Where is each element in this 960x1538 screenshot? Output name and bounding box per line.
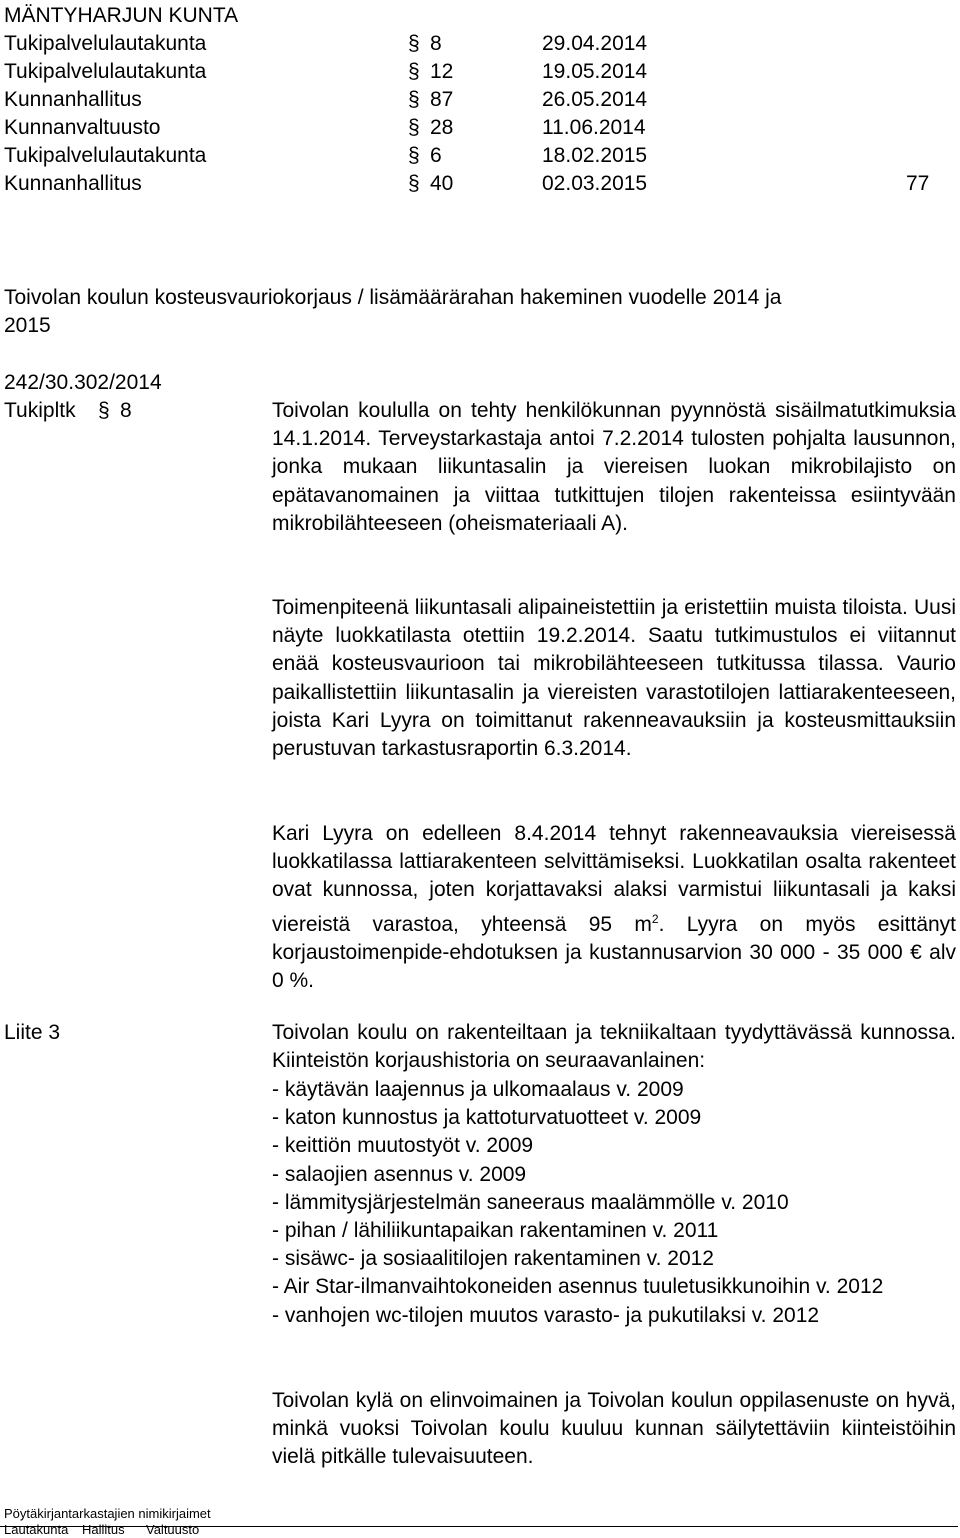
meeting-number: 40 (430, 172, 454, 195)
section-sign: § (408, 88, 420, 111)
section-sign: § (408, 116, 420, 139)
repair-history-list (272, 1076, 956, 1330)
meeting-body: Tukipalvelulautakunta (4, 32, 207, 55)
section-sign: § (98, 399, 110, 422)
section-sign: § (408, 60, 420, 83)
paragraph-text: Toivolan koulu on rakenteiltaan ja tekniikaltaan tyydyttävässä kunnossa. Kiinteistön korjaushistoria on seuraavanlainen: (272, 1021, 956, 1073)
meeting-number: 12 (430, 60, 454, 83)
municipality-name: MÄNTYHARJUN KUNTA (4, 4, 239, 27)
meeting-date: 11.06.2014 (542, 116, 646, 139)
section-sign: § (408, 172, 420, 195)
section-number: 8 (120, 399, 132, 422)
meeting-date: 29.04.2014 (542, 32, 648, 55)
meeting-number: 87 (430, 88, 454, 111)
meeting-number: 8 (430, 32, 442, 55)
footer-label-hallitus: Hallitus (82, 1522, 125, 1537)
list-item: - katon kunnostus ja kattoturvatuotteet v. 2009 (272, 1106, 702, 1130)
paragraph-text: Toivolan kylä on elinvoimainen ja Toivolan koulun oppilasenuste on hyvä, minkä vuoksi Toivolan koulu kuuluu kunnan säilytettäviin kiinteistöihin vielä pitkälle tulevaisuuteen. (272, 1389, 956, 1469)
list-item: - Air Star-ilmanvaihtokoneiden asennus tuuletusikkunoihin v. 2012 (272, 1275, 884, 1299)
paragraph-text: Kari Lyyra on edelleen 8.4.2014 tehnyt rakenneavauksia viereisessä luokkatilassa lattiarakenteen selvittämiseksi. Luokkatilan osalta rakenteet ovat kunnossa, joten korjattavaksi alaksi varmistui liikuntasali ja kaksi viereistä varastoa, yhteensä 95 $m^2$. Lyyra on myös esittänyt korjaustoimenpide-ehdotuksen ja kustannusarvion 30 000 - 35 000 € alv 0 %. (272, 822, 957, 993)
list-item: - salaojien asennus v. 2009 (272, 1162, 527, 1186)
page-number: 77 (906, 172, 930, 195)
meeting-body: Kunnanvaltuusto (4, 116, 161, 139)
meeting-body: Kunnanhallitus (4, 88, 142, 111)
paragraph-text: Toimenpiteenä liikuntasali alipaineistettiin ja eristettiin muista tiloista. Uusi näyte luokkatilasta otettiin 19.2.2014. Saatu tutkimustulos ei viitannut enää kosteusvaurioon tai mikrobilähteeseen tutkitussa tilassa. Vaurio paikallistettiin liikuntasalin ja viereisten varastotilojen lattiarakenteeseen, joista Kari Lyyra on toimittanut rakenneavauksiin ja kosteusmittauksiin perustuvan tarkastusraportin 6.3.2014. (272, 596, 956, 761)
list-item: - lämmitysjärjestelmän saneeraus maalämmölle v. 2010 (272, 1190, 789, 1214)
page-title: Toivolan koulun kosteusvauriokorjaus / lisämäärärahan hakeminen vuodelle 2014 ja (4, 286, 782, 309)
meeting-date: 19.05.2014 (542, 60, 648, 83)
attachment-label: Liite 3 (4, 1021, 61, 1044)
committee-label: Tukipltk (4, 399, 76, 422)
list-item: - käytävän laajennus ja ulkomaalaus v. 2009 (272, 1078, 684, 1101)
footer-divider (0, 1526, 958, 1527)
paragraph (272, 1387, 956, 1472)
meeting-body: Tukipalvelulautakunta (4, 144, 207, 167)
meeting-date: 18.02.2015 (542, 144, 648, 167)
section-sign: § (408, 32, 420, 55)
paragraph (272, 820, 956, 995)
meeting-date: 02.03.2015 (542, 172, 648, 195)
list-item: - vanhojen wc-tilojen muutos varasto- ja pukutilaksi v. 2012 (272, 1303, 820, 1327)
paragraph (272, 1019, 956, 1075)
reference-number: 242/30.302/2014 (4, 371, 162, 394)
page-title-continued: 2015 (4, 314, 51, 337)
footer-title: Pöytäkirjantarkastajien nimikirjaimet (4, 1506, 211, 1521)
paragraph (272, 594, 956, 763)
list-item: - sisäwc- ja sosiaalitilojen rakentaminen v. 2012 (272, 1247, 714, 1271)
meeting-body: Tukipalvelulautakunta (4, 60, 207, 83)
meeting-date: 26.05.2014 (542, 88, 648, 111)
meeting-number: 28 (430, 116, 454, 139)
list-item: - keittiön muutostyöt v. 2009 (272, 1134, 534, 1158)
paragraph-text: Toivolan koululla on tehty henkilökunnan pyynnöstä sisäilmatutkimuksia 14.1.2014. Terveystarkastaja antoi 7.2.2014 tulosten pohjalta lausunnon, jonka mukaan liikuntasalin ja viereisen luokan mikrobilajisto on epätavanomainen ja viittaa tutkittujen tilojen rakenteissa esiintyvään mikrobilähteeseen (oheismateriaali A). (272, 399, 956, 535)
footer-label-valtuusto: Valtuusto (146, 1522, 200, 1537)
meeting-body: Kunnanhallitus (4, 172, 142, 195)
section-sign: § (408, 144, 420, 167)
meeting-number: 6 (430, 144, 442, 167)
list-item: - pihan / lähiliikuntapaikan rakentaminen v. 2011 (272, 1219, 719, 1243)
footer-label-lautakunta: Lautakunta (4, 1522, 69, 1537)
paragraph (272, 397, 956, 538)
